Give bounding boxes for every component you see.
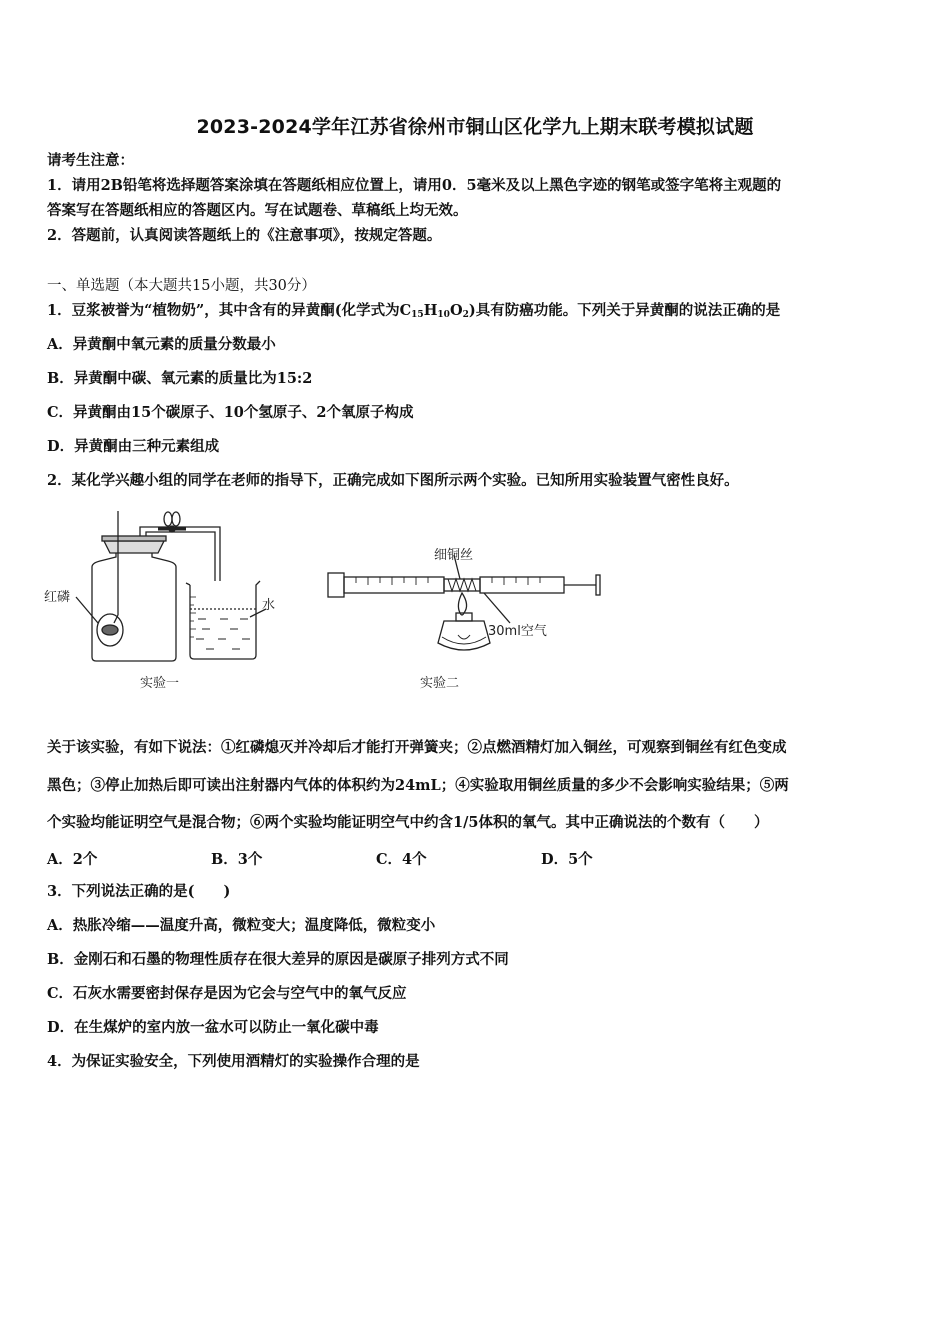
question-2-stem: 2．某化学兴趣小组的同学在老师的指导下，正确完成如下图所示两个实验。已知所用实验装置气密性良好。	[47, 472, 739, 489]
question-1-option-d: D．异黄酮由三种元素组成	[47, 438, 220, 455]
question-2-option-b: B．3个	[211, 851, 263, 868]
experiment-1-apparatus	[76, 511, 266, 661]
question-3-option-a: A．热胀冷缩——温度升高，微粒变大；温度降低，微粒变小	[47, 917, 436, 934]
label-experiment-1: 实验一	[140, 676, 180, 691]
experiment-diagram	[40, 505, 620, 695]
question-3-stem: 3．下列说法正确的是( )	[47, 883, 231, 900]
question-1-option-c: C．异黄酮由15个碳原子、10个氢原子、2个氧原子构成	[47, 404, 414, 421]
question-2-option-d: D．5个	[541, 851, 593, 868]
question-2-text-line-3: 个实验均能证明空气是混合物；⑥两个实验均能证明空气中约含1/5体积的氧气。其中正确说法的个数有（ ）	[47, 814, 769, 831]
label-air-volume: 30ml空气	[488, 624, 547, 639]
question-2-text-line-2: 黑色；③停止加热后即可读出注射器内气体的体积约为24mL；④实验取用铜丝质量的多少不会影响实验结果；⑤两	[47, 777, 789, 794]
question-2-option-c: C．4个	[376, 851, 427, 868]
question-2-option-a: A．2个	[47, 851, 98, 868]
label-water: 水	[262, 598, 276, 613]
notice-item-1-line-2: 答案写在答题纸相应的答题区内。写在试题卷、草稿纸上均无效。	[47, 202, 468, 219]
notice-item-2: 2．答题前，认真阅读答题纸上的《注意事项》，按规定答题。	[47, 227, 442, 244]
question-3-option-d: D．在生煤炉的室内放一盆水可以防止一氧化碳中毒	[47, 1019, 379, 1036]
question-2-text-line-1: 关于该实验，有如下说法：①红磷熄灭并冷却后才能打开弹簧夹；②点燃酒精灯加入铜丝，可观察到铜丝有红色变成	[47, 739, 787, 756]
notice-heading: 请考生注意：	[47, 152, 134, 169]
label-copper-wire: 细铜丝	[434, 548, 474, 563]
section-1-heading: 一、单选题（本大题共15小题，共30分）	[47, 278, 316, 294]
question-1-option-a: A．异黄酮中氧元素的质量分数最小	[47, 336, 276, 353]
question-1-stem: 1．豆浆被誉为“植物奶”，其中含有的异黄酮(化学式为$C_{15}H_{10}O_2$)具有防癌功能。下列关于异黄酮的说法正确的是	[47, 302, 781, 320]
question-3-option-b: B．金刚石和石墨的物理性质存在很大差异的原因是碳原子排列方式不同	[47, 951, 509, 968]
question-4-stem: 4．为保证实验安全，下列使用酒精灯的实验操作合理的是	[47, 1053, 420, 1070]
question-3-option-c: C．石灰水需要密封保存是因为它会与空气中的氧气反应	[47, 985, 407, 1002]
notice-item-1-line-1: 1．请用2B铅笔将选择题答案涂填在答题纸相应位置上，请用0．5毫米及以上黑色字迹的钢笔或签字笔将主观题的	[47, 177, 782, 194]
label-experiment-2: 实验二	[420, 676, 460, 691]
experiment-2-apparatus	[328, 555, 600, 650]
question-1-option-b: B．异黄酮中碳、氧元素的质量比为15:2	[47, 370, 313, 387]
page-title: 2023-2024学年江苏省徐州市铜山区化学九上期末联考模拟试题	[196, 116, 754, 138]
experiment-figure	[40, 505, 620, 695]
label-red-phosphorus: 红磷	[44, 590, 71, 605]
